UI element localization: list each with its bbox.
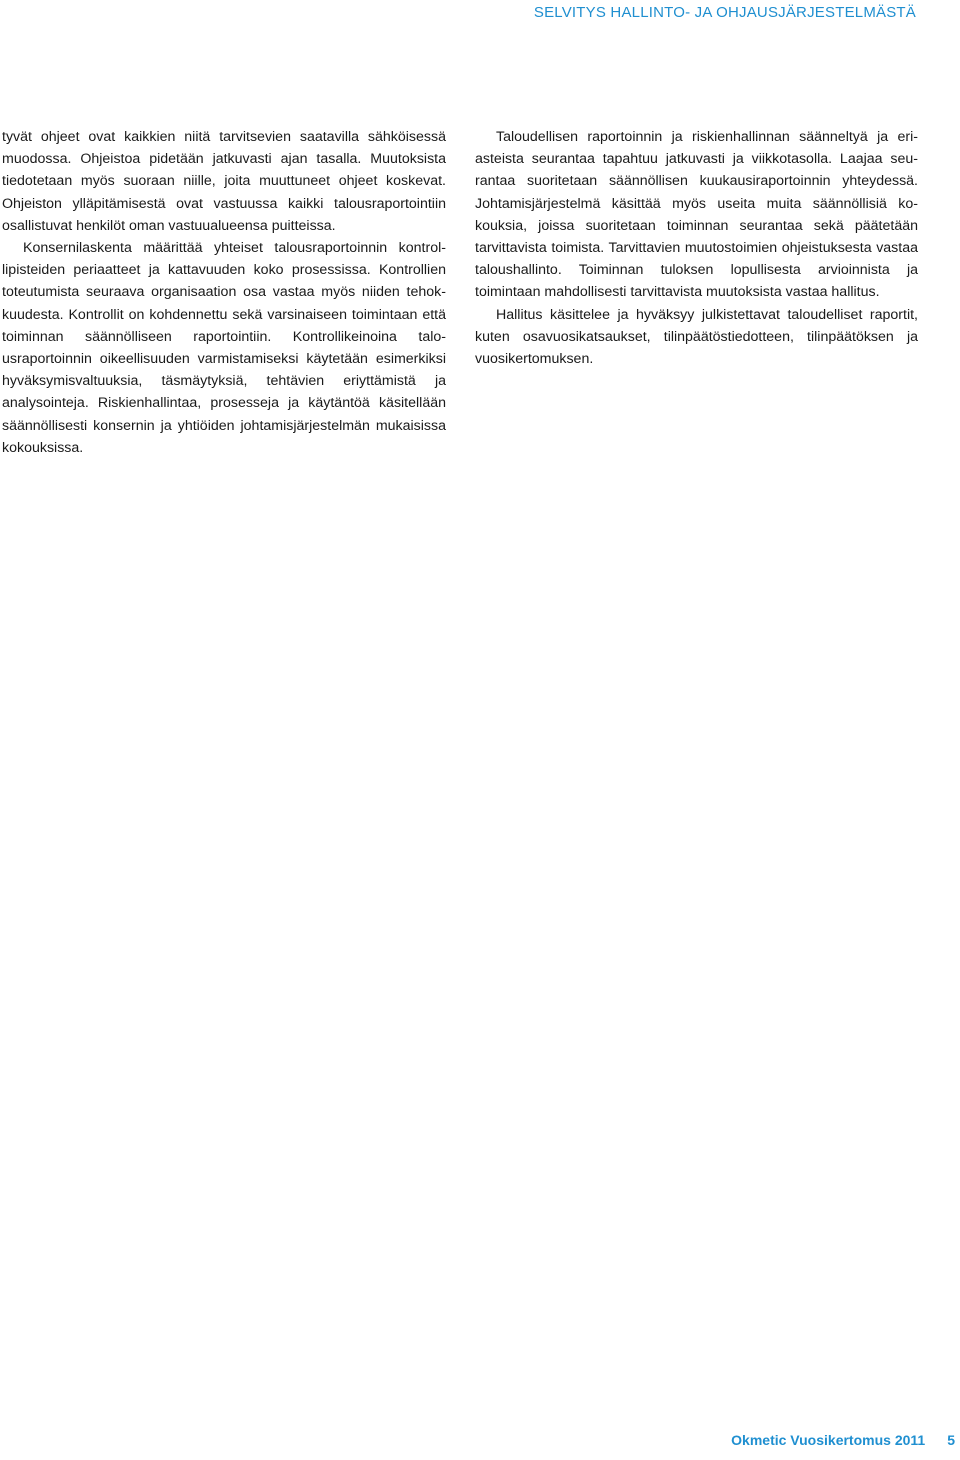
body-paragraph: Taloudellisen raportoinnin ja riskienhallinnan säänneltyä ja eriasteista seurantaa tapahtuu jatkuvasti ja viikkotasolla. Laajaa seurantaa suoritetaan säännöllisen kuukausiraportoinnin yhteydessä. Johtamisjärjestelmä käsittää myös useita muita säännöllisiä kokouksia, joissa suoritetaan toiminnan seurantaa sekä päätetään tarvittavista toimista. Tarvittavien muutostoimien ohjeistuksesta vastaa taloushallinto. Toiminnan tuloksen lopullisesta arvioinnista ja toimintaan mahdollisesti tarvittavista muutoksista vastaa hallitus. <box>475 129 918 301</box>
body-paragraph: Hallitus käsittelee ja hyväksyy julkistettavat taloudelliset raportit, kuten osavuosikatsaukset, tilinpäätöstiedotteen, tilinpäätöksen ja vuosikertomuksen. <box>475 306 918 368</box>
page-number: 5 <box>947 1432 955 1448</box>
left-text-column <box>2 126 446 459</box>
page-footer <box>731 1432 955 1448</box>
body-paragraph: tyvät ohjeet ovat kaikkien niitä tarvitsevien saatavilla sähköisessä muodossa. Ohjeistoa pidetään jatkuvasti ajan tasalla. Muutoksista tiedotetaan myös suoraan niille, joita muuttuneet ohjeet koskevat. Ohjeiston ylläpitämisestä ovat vastuussa kaikki talousraportointiin osallistuvat henkilöt oman vastuualueensa puitteissa. <box>2 129 446 234</box>
body-paragraph: Konsernilaskenta määrittää yhteiset talousraportoinnin kontrollipisteiden periaatteet ja kattavuuden koko prosessissa. Kontrollien toteutumista seuraava organisaation osa vastaa myös niiden tehokkuudesta. Kontrollit on kohdennettu sekä varsinaiseen toimintaan että toiminnan säännölliseen raportointiin. Kontrollikeinoina talousraportoinnin oikeellisuuden varmistamiseksi käytetään esimerkiksi hyväksymisvaltuuksia, täsmäytyksiä, tehtävien eriyttämistä ja analysointeja. Riskienhallintaa, prosesseja ja käytäntöä käsitellään säännöllisesti konsernin ja yhtiöiden johtamisjärjestelmän mukaisissa kokouksissa. <box>2 240 446 456</box>
running-header: SELVITYS HALLINTO- JA OHJAUSJÄRJESTELMÄSTÄ <box>533 4 916 21</box>
right-text-column <box>475 126 918 370</box>
publication-title: Okmetic Vuosikertomus 2011 <box>731 1432 926 1448</box>
